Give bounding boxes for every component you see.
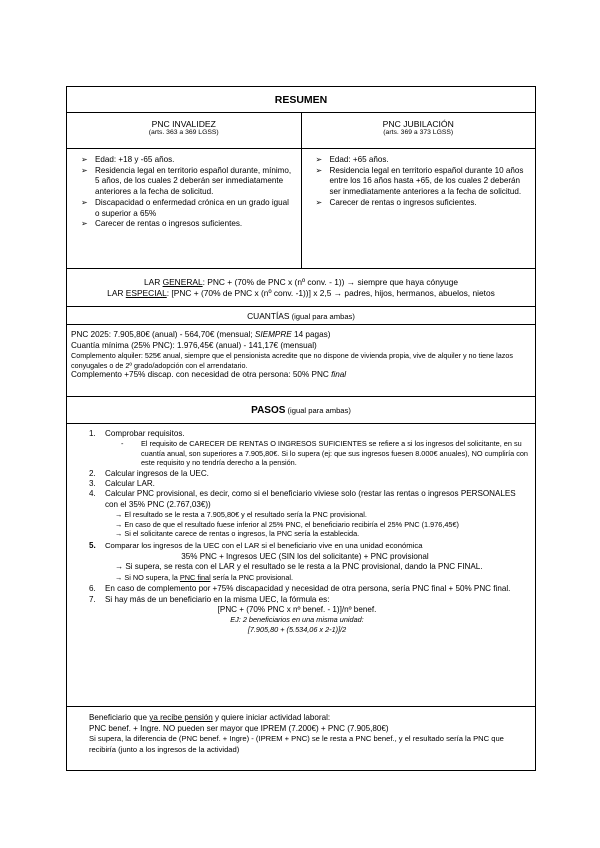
arrow-bullet-icon: ➢ [81, 155, 88, 164]
jubilacion-header [301, 113, 536, 148]
step-4: 4. Calcular PNC provisional, es decir, como si el beneficiario viviese solo (restar las rentas o ingresos PERSONALES con el 35% PNC (2.767,03€)) → El resultado se le resta a 7.905,80€ y el resultado sería la PNC provisional. → En caso de que el resultado fuese inferior al 25% PNC, el beneficiario recibiría el 25% PNC (1.976,45€) → Si el solicitante carece de rentas o ingresos, la PNC sería la establecida. [89, 489, 516, 539]
note-line-3: Si supera, la diferencia de (PNC benef. + Ingre) - (IPREM + PNC) se le resta a PNC benef., y el resultado sería la PNC que recibiría (junto a los ingresos de la actividad) [89, 734, 504, 754]
working-beneficiary-note [67, 707, 535, 770]
step-5: 5. Comparar los ingresos de la UEC con el LAR si el beneficiario vive en una unidad económica 35% PNC + Ingresos UEC (SIN los del solicitante) + PNC provisional → Si supera, se resta con el LAR y el resultado se le resta a la PNC provisional, dando la PNC FINAL. → Si NO supera, la PNC final sería la PNC provisional. [89, 541, 483, 582]
list-item: ➢ Edad: +18 y -65 años. [81, 155, 175, 164]
invalidez-requirements [67, 149, 301, 268]
document-title: RESUMEN [67, 87, 535, 113]
arrow-bullet-icon: ➢ [81, 165, 88, 175]
step-2: 2. Calcular ingresos de la UEC. [89, 468, 209, 478]
step-1: 1. Comprobar requisitos. [89, 429, 185, 438]
jubilacion-heading: PNC JUBILACIÓN [382, 119, 454, 129]
arrow-bullet-icon: ➢ [315, 197, 323, 207]
invalidez-header [67, 113, 301, 148]
pension-types-header [67, 113, 535, 149]
disability-supplement: Complemento +75% discap. con necesidad de otra persona: 50% PNC final [71, 370, 347, 379]
pnc-2025-amount: PNC 2025: 7.905,80€ (anual) - 564,70€ (mensual; SIEMPRE 14 pagas) [71, 330, 331, 339]
lar-general: LAR GENERAL: PNC + (70% de PNC x (nº conv. - 1)) → siempre que haya cónyuge [143, 277, 459, 287]
cuantias-heading: CUANTÍAS (igual para ambas) [67, 307, 535, 325]
lar-especial: LAR ESPECIAL: [PNC + (70% de PNC x (nº conv. -1))] x 2,5 → padres, hijos, hermanos, abuelos, nietos [107, 287, 495, 298]
requirements-row [67, 149, 535, 269]
invalidez-articles: (arts. 363 a 369 LGSS) [148, 129, 219, 136]
note-line-1: Beneficiario que ya recibe pensión y quiere iniciar actividad laboral: [89, 713, 331, 722]
list-item: ➢ Edad: +65 años. [315, 155, 389, 164]
jubilacion-articles: (arts. 369 a 373 LGSS) [383, 129, 454, 136]
summary-table [66, 86, 536, 771]
note-line-2: PNC benef. + Ingre. NO pueden ser mayor que IPREM (7.200€) + PNC (7.905,80€) [89, 723, 389, 733]
jubilacion-requirements [301, 149, 536, 268]
steps-list [67, 424, 535, 707]
step-7: 7. Si hay más de un beneficiario en la misma UEC, la fórmula es: [PNC + (70% PNC x nº benef. - 1)]/nº benef. EJ: 2 beneficiarios en una misma unidad: [7.905,80 + (5.534,06 x 2-1)]/2 [89, 594, 377, 634]
cuantias-details [67, 325, 535, 397]
list-item: ➢ Carecer de rentas o ingresos suficientes. [315, 197, 477, 207]
arrow-bullet-icon: ➢ [81, 219, 88, 229]
pasos-heading: PASOS (igual para ambas) [67, 397, 535, 424]
list-item: ➢ Carecer de rentas o ingresos suficientes. [81, 219, 243, 229]
invalidez-heading: PNC INVALIDEZ [151, 119, 216, 129]
list-item: ➢ Discapacidad o enfermedad crónica en un grado igual o superior a 65% [81, 197, 289, 218]
lar-formulas [67, 269, 535, 307]
step-3: 3. Calcular LAR. [89, 479, 155, 489]
rent-supplement: Complemento alquiler: 525€ anual, siempre que el pensionista acredite que no dispone de vivienda propia, vive de alquiler y no tiene lazos conyugales o de 2º grado/adopción con el arrendatario. [71, 351, 513, 370]
arrow-bullet-icon: ➢ [81, 197, 88, 207]
arrow-bullet-icon: ➢ [315, 155, 323, 164]
list-item: ➢ Residencia legal en territorio español durante, mínimo, 5 años, de los cuales 2 deberán ser inmediatamente anteriores a la fecha de solicitud. [81, 165, 292, 197]
arrow-bullet-icon: ➢ [315, 165, 323, 175]
list-item: ➢ Residencia legal en territorio español durante 10 años entre los 16 años hasta +65, de los cuales 2 deberán ser inmediatamente anteriores a la fecha de solicitud. [315, 165, 524, 197]
step-1-note: - El requisito de CARECER DE RENTAS O INGRESOS SUFICIENTES se refiere a si los ingresos del solicitante, en su cuantía anual, son superiores a 7.905,80€. Si lo supera (ej: que sus ingresos fuesen 8.000€ anuales), NO cumpliría con este requisito y no tendría derecho a la pensión. [121, 439, 528, 468]
step-6: 6. En caso de complemento por +75% discapacidad y necesidad de otra persona, sería PNC final + 50% PNC final. [89, 584, 511, 594]
minimum-amount: Cuantía mínima (25% PNC): 1.976,45€ (anual) - 141,17€ (mensual) [71, 340, 317, 350]
